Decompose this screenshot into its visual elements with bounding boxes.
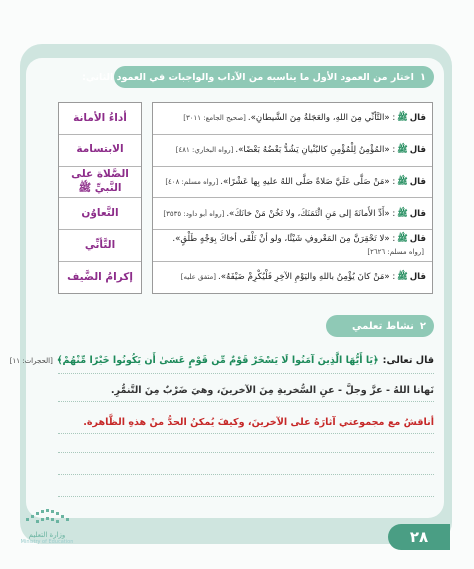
- term-item: التَّعاوُن: [59, 198, 141, 230]
- hadith-text: : «مَنْ صَلَّى عَلَيَّ صَلاةً صَلَّى اللهُ عليهِ بِها عَشْرًا».: [220, 176, 396, 187]
- section2-title: نشاط تعلمي: [352, 320, 414, 332]
- term-item: الابتسامة: [59, 135, 141, 167]
- terms-column: [58, 102, 142, 294]
- verse-text: ﴿يَا أَيُّهَا الَّذِينَ آمَنُوا لَا يَسْخَرْ قَوْمٌ مِّن قَوْمٍ عَسَىٰ أَن يَكُونُوا خَيْرًا مِّنْهُمْ﴾: [56, 355, 379, 366]
- verse-line: [9, 348, 434, 374]
- pbuh-mark: ﷺ: [397, 208, 408, 219]
- hadith-row: [153, 135, 432, 167]
- hadith-qala: قال: [409, 145, 426, 156]
- page-number: ٢٨: [388, 524, 450, 550]
- hadith-text: : «أَدِّ الأَمانَةَ إلى مَنِ ائْتَمَنَكَ، ولا تَخُنْ مَنْ خانَكَ».: [226, 208, 396, 219]
- hadith-text: : «مَنْ كانَ يُؤْمِنُ باللهِ واليَوْمِ الآخِرِ فَلْيُكْرِمْ ضَيْفَهُ».: [218, 272, 396, 283]
- discussion-task: أناقشُ مع مجموعتي آثارَهُ على الآخرينَ، وكيفَ يُمكنُ الحدُّ منْ هذهِ الظَّاهرة.: [58, 412, 434, 434]
- verse-intro: قال تعالى:: [382, 355, 434, 366]
- hadith-source: [متفق عليه]: [180, 273, 217, 282]
- verse-reference: [الحجرات: ١١]: [9, 356, 53, 365]
- hadith-row: [153, 262, 432, 293]
- pbuh-mark: ﷺ: [397, 272, 408, 283]
- section2-number: ٢: [419, 320, 426, 332]
- term-item: أداءُ الأمانة: [59, 103, 141, 135]
- pbuh-mark: ﷺ: [397, 176, 408, 187]
- pbuh-mark: ﷺ: [397, 234, 408, 245]
- pbuh-mark: ﷺ: [397, 113, 408, 124]
- term-item: الصَّلاة على النَّبيِّ ﷺ: [59, 167, 141, 199]
- ministry-logo-text: وزارة التعليم: [28, 531, 66, 539]
- hadith-qala: قال: [409, 234, 426, 245]
- term-item: التَّأنِّي: [59, 230, 141, 262]
- hadith-source: [صحيح الجامع: ٣٠١١]: [183, 114, 246, 123]
- hadith-text: : «لا تَحْقِرَنَّ مِنَ المَعْروفِ شَيْئًا، ولو أنْ تَلْقَى أخاكَ بِوَجْهٍ طَلْقٍ».: [172, 234, 396, 245]
- hadiths-column: [152, 102, 433, 294]
- answer-line: [58, 474, 434, 475]
- hadith-qala: قال: [409, 176, 426, 187]
- section2-header: [326, 315, 434, 337]
- hadith-source: [رواه أبو داود: ٣٥٣٥]: [163, 209, 225, 218]
- hadith-row: [153, 230, 432, 262]
- hadith-qala: قال: [409, 272, 426, 283]
- term-item: إكرامُ الضَّيف: [67, 270, 133, 283]
- hadith-qala: قال: [409, 113, 426, 124]
- hadith-row: [153, 198, 432, 230]
- hadith-text: : «التَّأنِّي مِنَ اللهِ، والعَجَلةُ مِنَ الشَّيطانِ».: [247, 113, 396, 124]
- hadith-row: [153, 103, 432, 135]
- answer-line: [58, 452, 434, 453]
- verse-note: نَهانا اللهُ - عزَّ وجلَّ - عنِ السُّخريةِ مِنَ الآخرينَ، وهيَ ضَرْبٌ مِنَ التَّنمُّرِ.: [58, 380, 434, 402]
- hadith-text: : «المُؤْمِنُ لِلْمُؤْمِنِ كالبُنْيانِ يَشُدُّ بَعْضُهُ بَعْضًا».: [235, 145, 396, 156]
- section1-instruction: اختار من العمود الأول ما يناسبه من الآداب والواجبات في العمود الثاني:: [82, 71, 414, 83]
- pbuh-mark: ﷺ: [397, 145, 408, 156]
- section1-header: [82, 66, 434, 88]
- hadith-row: [153, 167, 432, 199]
- ministry-logo: [20, 504, 74, 554]
- hadith-source: [رواه البخاري: ٤٨١]: [175, 146, 234, 155]
- hadith-source: [رواه مسلم: ٤٠٨]: [165, 177, 219, 186]
- answer-line: [58, 496, 434, 497]
- ministry-logo-subtext: Ministry of Education: [20, 539, 74, 545]
- ministry-logo-icon: [24, 504, 70, 530]
- section1-number: ١: [419, 71, 426, 83]
- hadith-qala: قال: [409, 208, 426, 219]
- hadith-source: [رواه مسلم: ٢٦٢٦]: [367, 247, 424, 256]
